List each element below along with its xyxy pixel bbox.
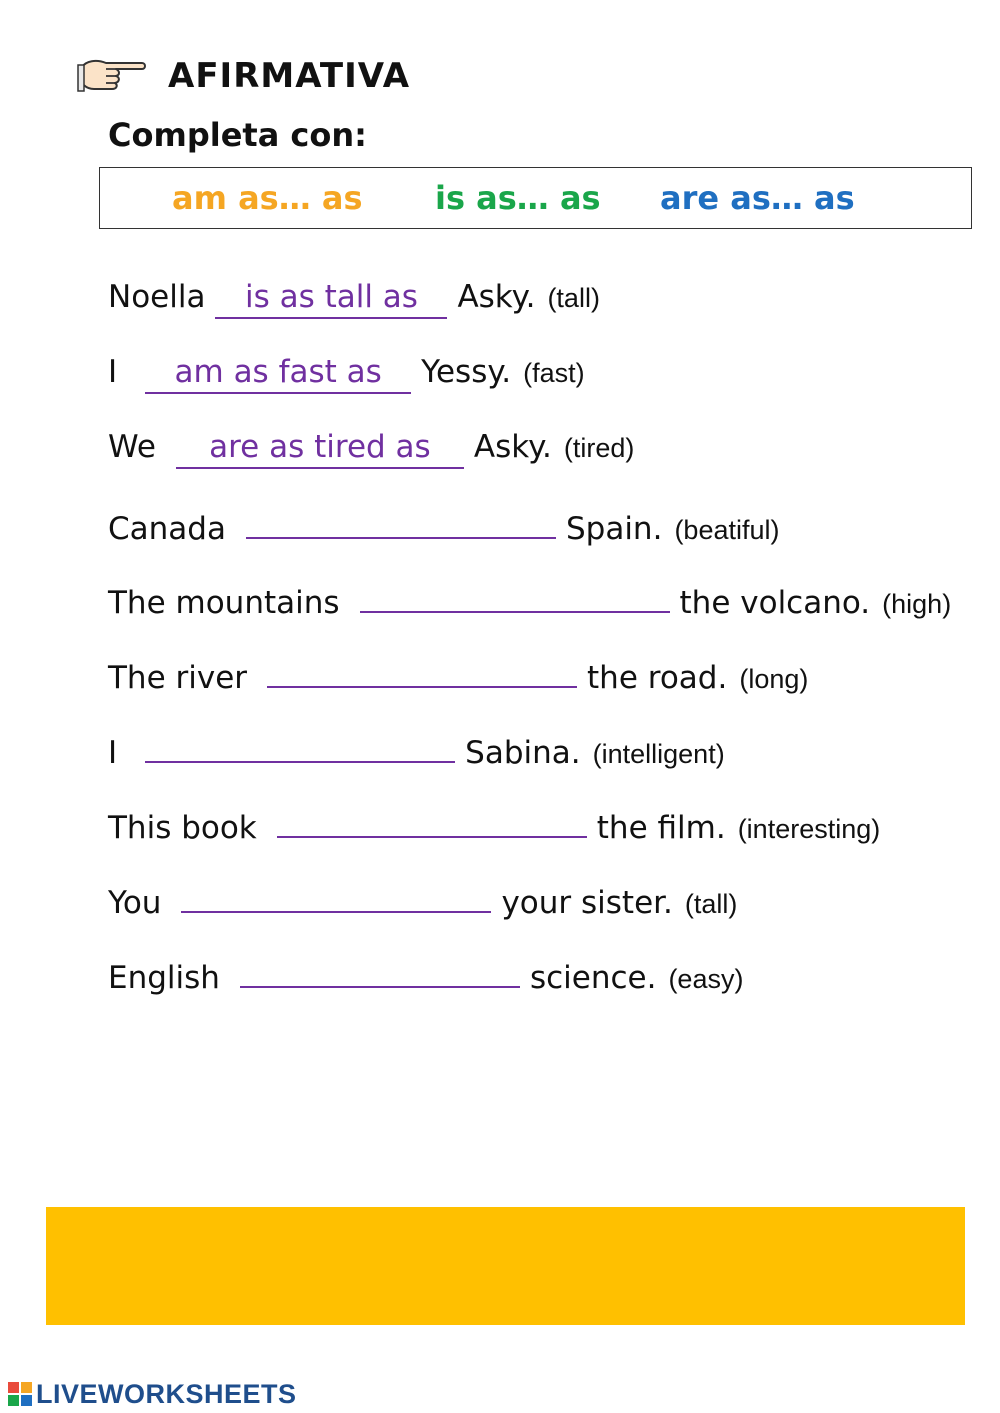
subject: Canada: [108, 511, 226, 547]
option-am-as-as: am as… as: [172, 179, 363, 217]
sentence-end: Asky.: [473, 429, 552, 465]
bottom-bar: [46, 1207, 965, 1325]
sentence-end: Spain.: [565, 511, 663, 547]
exercise-row: [108, 272, 600, 322]
option-is-as-as: is as… as: [435, 179, 601, 217]
subject: I: [108, 735, 118, 771]
subject: Noella: [108, 279, 206, 315]
sentence-end: Sabina.: [465, 735, 581, 771]
instruction: Completa con:: [108, 116, 367, 154]
hint: (high): [882, 589, 952, 619]
subject: This book: [108, 810, 257, 846]
option-are-as-as: are as… as: [660, 179, 855, 217]
hint: (interesting): [737, 814, 881, 844]
exercise-row: [108, 497, 779, 547]
hint: (beatiful): [674, 515, 780, 545]
answer-blank[interactable]: [267, 646, 577, 688]
exercise-row: [108, 422, 634, 472]
answer-blank[interactable]: am as fast as: [145, 352, 411, 394]
sentence-end: science.: [529, 960, 657, 996]
liveworksheets-logo-icon: [8, 1382, 32, 1406]
exercise-row: [108, 946, 743, 996]
exercise-row: [108, 796, 880, 846]
answer-blank[interactable]: [360, 571, 670, 613]
footer-logo: [8, 1378, 297, 1410]
word-bank: [99, 167, 972, 229]
pointing-hand-icon: [76, 55, 148, 93]
exercise-row: [108, 646, 808, 696]
exercise-row: [108, 721, 725, 771]
hint: (fast): [523, 358, 585, 388]
sentence-end: Asky.: [457, 279, 536, 315]
hint: (tall): [684, 889, 738, 919]
hint: (long): [739, 664, 809, 694]
brand-name: LIVEWORKSHEETS: [36, 1378, 297, 1409]
subject: The river: [108, 660, 248, 696]
answer-blank[interactable]: [240, 946, 520, 988]
sentence-end: the film.: [596, 810, 726, 846]
answer-blank[interactable]: [181, 871, 491, 913]
sentence-end: the road.: [587, 660, 728, 696]
hint: (tired): [563, 433, 635, 463]
exercise-row: [108, 871, 737, 921]
exercise-row: [108, 347, 585, 397]
sentence-end: Yessy.: [421, 354, 512, 390]
sentence-end: the volcano.: [679, 585, 871, 621]
subject: We: [108, 429, 156, 465]
answer-blank[interactable]: [145, 721, 455, 763]
hint: (tall): [547, 283, 600, 313]
page-title: AFIRMATIVA: [168, 56, 411, 96]
subject: English: [108, 960, 220, 996]
hint: (intelligent): [592, 739, 725, 769]
subject: The mountains: [108, 585, 340, 621]
hint: (easy): [668, 964, 744, 994]
answer-blank[interactable]: is as tall as: [215, 277, 447, 319]
sentence-end: your sister.: [501, 885, 673, 921]
subject: I: [108, 354, 118, 390]
subject: You: [108, 885, 162, 921]
answer-blank[interactable]: [277, 796, 587, 838]
answer-blank[interactable]: are as tired as: [176, 427, 464, 469]
exercise-row: [108, 571, 951, 621]
answer-blank[interactable]: [246, 497, 556, 539]
